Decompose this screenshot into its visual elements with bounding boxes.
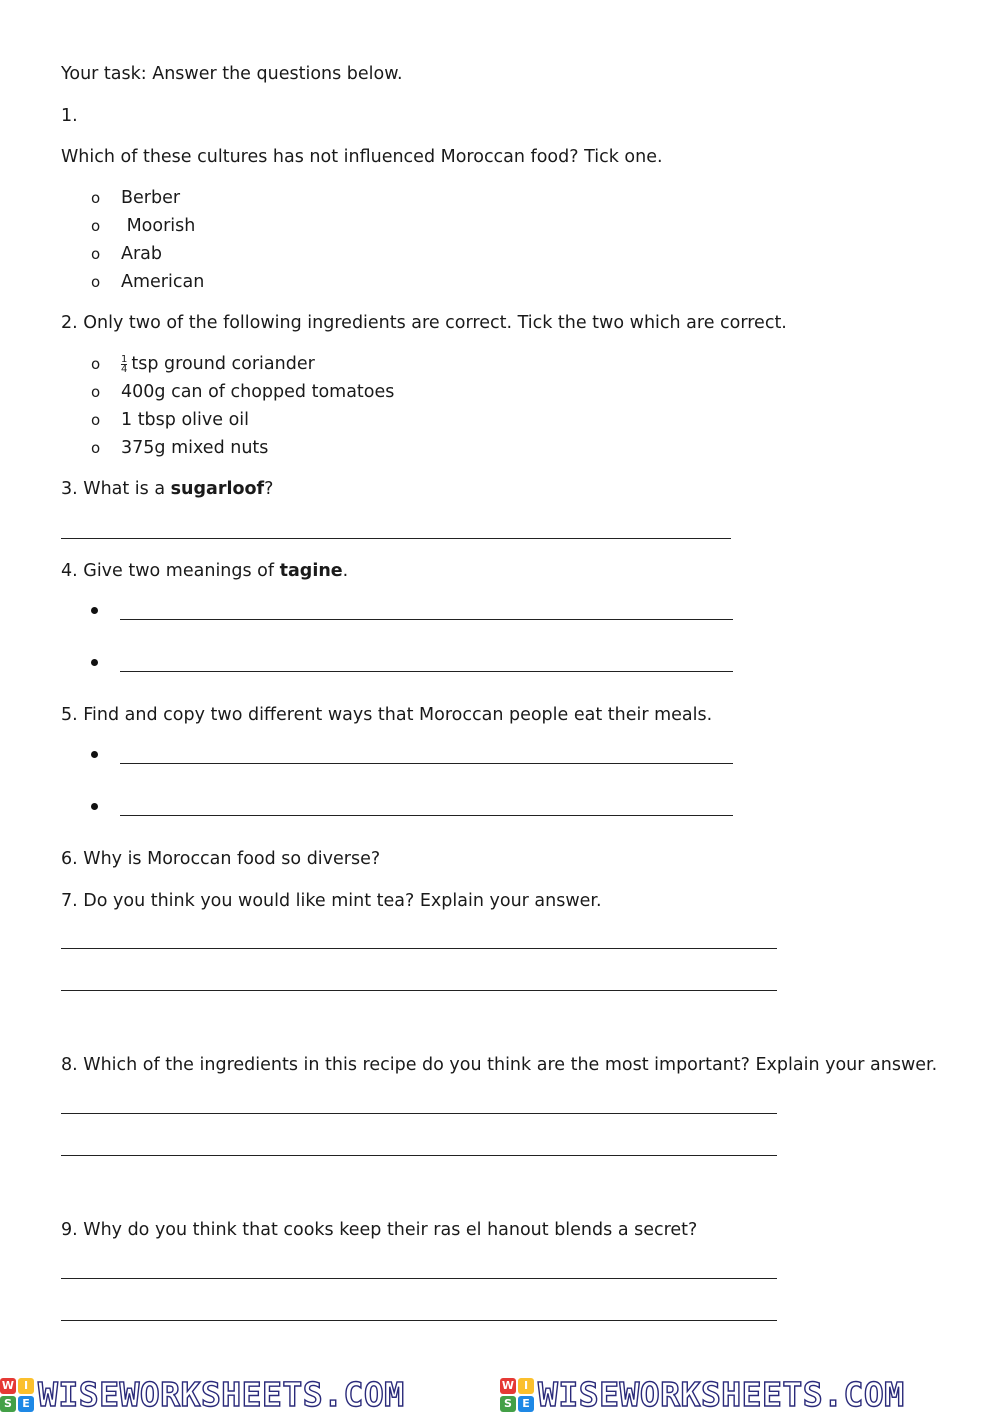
- question-5-text: 5. Find and copy two different ways that Moroccan people eat their meals.: [61, 705, 713, 725]
- answer-line-q7-1[interactable]: [61, 948, 777, 949]
- watermark-group: [500, 1374, 1000, 1414]
- q2-option-4[interactable]: [91, 437, 268, 459]
- footer-watermark: [0, 1376, 1000, 1413]
- question-3-text: 3. What is a sugarloof?: [61, 479, 274, 499]
- bullet-icon: [91, 751, 98, 758]
- answer-line-q4-2[interactable]: [120, 671, 733, 672]
- question-1-text: Which of these cultures has not influenced Moroccan food? Tick one.: [61, 147, 663, 167]
- answer-line-q9-1[interactable]: [61, 1278, 777, 1279]
- question-4-text: 4. Give two meanings of tagine.: [61, 561, 349, 581]
- q1-option-3[interactable]: [91, 243, 162, 265]
- question-6-text: 6. Why is Moroccan food so diverse?: [61, 849, 381, 869]
- checkbox-circle-icon[interactable]: o: [91, 217, 101, 235]
- keyword-tagine: tagine: [279, 561, 343, 581]
- q2-option-1[interactable]: [91, 353, 315, 375]
- watermark-text: WISEWORKSHEETS.COM: [38, 1374, 405, 1414]
- checkbox-circle-icon[interactable]: o: [91, 273, 101, 291]
- checkbox-circle-icon[interactable]: o: [91, 411, 101, 429]
- q2-option-label: 375g mixed nuts: [121, 438, 269, 458]
- watermark-text: WISEWORKSHEETS.COM: [538, 1374, 905, 1414]
- answer-line-q8-2[interactable]: [61, 1155, 777, 1156]
- checkbox-circle-icon[interactable]: o: [91, 189, 101, 207]
- wise-logo-icon: W I S E: [500, 1378, 534, 1412]
- q1-option-label: Arab: [121, 244, 162, 264]
- checkbox-circle-icon[interactable]: o: [91, 355, 101, 373]
- q2-option-label: 1 tbsp olive oil: [121, 410, 250, 430]
- task-instruction: Your task: Answer the questions below.: [61, 64, 403, 84]
- q1-option-label: Berber: [121, 188, 181, 208]
- checkbox-circle-icon[interactable]: o: [91, 439, 101, 457]
- answer-line-q8-1[interactable]: [61, 1113, 777, 1114]
- checkbox-circle-icon[interactable]: o: [91, 383, 101, 401]
- q1-option-4[interactable]: [91, 271, 204, 293]
- answer-line-q5-1[interactable]: [120, 763, 733, 764]
- answer-line-q3[interactable]: [61, 538, 731, 539]
- watermark-group: [0, 1374, 500, 1414]
- answer-line-q7-2[interactable]: [61, 990, 777, 991]
- keyword-sugarloof: sugarloof: [170, 479, 265, 499]
- q1-option-1[interactable]: [91, 187, 180, 209]
- bullet-icon: [91, 803, 98, 810]
- answer-line-q5-2[interactable]: [120, 815, 733, 816]
- wise-logo-icon: W I S E: [0, 1378, 34, 1412]
- bullet-icon: [91, 607, 98, 614]
- q1-option-2[interactable]: [91, 215, 195, 237]
- q2-option-2[interactable]: [91, 381, 394, 403]
- checkbox-circle-icon[interactable]: o: [91, 245, 101, 263]
- q1-option-label: Moorish: [121, 216, 196, 236]
- bullet-icon: [91, 659, 98, 666]
- question-8-text: 8. Which of the ingredients in this recipe do you think are the most important? Explain your answer.: [61, 1055, 938, 1075]
- question-7-text: 7. Do you think you would like mint tea? Explain your answer.: [61, 891, 602, 911]
- question-9-text: 9. Why do you think that cooks keep their ras el hanout blends a secret?: [61, 1220, 698, 1240]
- answer-line-q4-1[interactable]: [120, 619, 733, 620]
- one-quarter-fraction: $\frac{1}{4}$: [121, 353, 128, 375]
- q2-option-label: tsp ground coriander: [131, 354, 315, 374]
- question-2-text: 2. Only two of the following ingredients are correct. Tick the two which are correct.: [61, 313, 787, 333]
- question-1-number: 1.: [61, 106, 78, 126]
- q2-option-3[interactable]: [91, 409, 249, 431]
- q2-option-label: 400g can of chopped tomatoes: [121, 382, 395, 402]
- answer-line-q9-2[interactable]: [61, 1320, 777, 1321]
- q1-option-label: American: [121, 272, 205, 292]
